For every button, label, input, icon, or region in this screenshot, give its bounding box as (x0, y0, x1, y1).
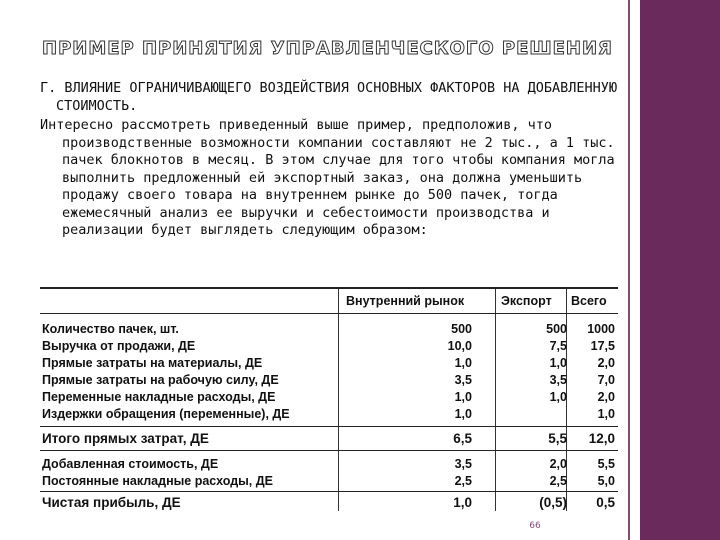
cell-domestic: 1,0 (454, 390, 472, 404)
page-number: 66 (529, 521, 541, 531)
body-paragraph: Интересно рассмотреть приведенный выше пример, предположив, что производственные возможности компании составляют не 2 тыс., а 1 тыс. пачек блокнотов в месяц. В этом случае для того чтобы компания могла выполнить предложенный ей экспортный заказ, она должна уменьшить продажу своего товара на внутреннем рынке до 500 пачек, тогда ежемесячный анализ ее выручки и себестоимости производства и реализации будет выглядеть следующим образом: (40, 117, 615, 238)
cell-export: 2,0 (549, 457, 567, 471)
financial-table (40, 287, 618, 515)
table-row (40, 356, 618, 371)
text-block (40, 80, 630, 240)
slide-title: ПРИМЕР ПРИНЯТИЯ УПРАВЛЕНЧЕСКОГО РЕШЕНИЯ (42, 38, 613, 59)
cell-total: 0,5 (596, 495, 615, 510)
side-accent-bar (640, 0, 720, 540)
column-header-total: Всего (571, 294, 607, 308)
cell-domestic: 10,0 (447, 339, 472, 353)
table-row (40, 339, 618, 354)
cell-export: 1,0 (549, 390, 567, 404)
cell-total: 1000 (587, 322, 615, 336)
cell-domestic: 500 (451, 322, 472, 336)
cell-export: 2,5 (549, 474, 567, 488)
cell-domestic: 6,5 (453, 431, 472, 446)
table-row (40, 457, 618, 472)
cell-export: 3,5 (549, 373, 567, 387)
cell-total: 5,5 (597, 457, 615, 471)
table-row (40, 373, 618, 388)
row-label: Выручка от продажи, ДЕ (42, 339, 196, 353)
column-header-domestic: Внутренний рынок (346, 294, 465, 308)
row-label: Прямые затраты на рабочую силу, ДЕ (42, 373, 279, 387)
row-label: Итого прямых затрат, ДЕ (42, 431, 209, 446)
table-row (40, 322, 618, 337)
cell-total: 7,0 (597, 373, 615, 387)
cell-domestic: 1,0 (454, 407, 472, 421)
cell-domestic: 3,5 (454, 373, 472, 387)
section-heading: Г. ВЛИЯНИЕ ОГРАНИЧИВАЮЩЕГО ВОЗДЕЙСТВИЯ ОСНОВНЫХ ФАКТОРОВ НА ДОБАВЛЕННУЮ СТОИМОСТЬ. (40, 80, 618, 114)
cell-total: 2,0 (597, 356, 615, 370)
row-label: Прямые затраты на материалы, ДЕ (42, 356, 263, 370)
table-top-rule (40, 287, 618, 289)
cell-export: (0,5) (539, 495, 567, 510)
subtotal-top-rule (40, 426, 618, 427)
cell-total: 17,5 (590, 339, 615, 353)
cell-domestic: 3,5 (454, 457, 472, 471)
cell-domestic: 1,0 (453, 495, 472, 510)
row-label: Постоянные накладные расходы, ДЕ (42, 474, 273, 488)
subtotal-bottom-rule (40, 450, 618, 451)
row-label: Чистая прибыль, ДЕ (42, 495, 181, 510)
cell-export: 7,5 (549, 339, 567, 353)
table-row (40, 390, 618, 405)
row-label: Переменные накладные расходы, ДЕ (42, 390, 276, 404)
cell-export: 500 (546, 322, 567, 336)
cell-total: 12,0 (588, 431, 615, 446)
cell-export: 1,0 (549, 356, 567, 370)
table-row-net-profit (40, 495, 618, 510)
table-row (40, 407, 618, 422)
header-bottom-rule (40, 313, 618, 314)
column-header-export: Экспорт (501, 294, 552, 308)
table-row (40, 474, 618, 489)
cell-total: 1,0 (597, 407, 615, 421)
cell-export: 5,5 (548, 431, 567, 446)
row-label: Количество пачек, шт. (42, 322, 179, 336)
cell-total: 5,0 (597, 474, 615, 488)
cell-domestic: 1,0 (454, 356, 472, 370)
cell-total: 2,0 (597, 390, 615, 404)
table-row-total (40, 431, 618, 446)
row-label: Издержки обращения (переменные), ДЕ (42, 407, 290, 421)
row-label: Добавленная стоимость, ДЕ (42, 457, 219, 471)
net-profit-top-rule (40, 491, 618, 492)
cell-domestic: 2,5 (454, 474, 472, 488)
